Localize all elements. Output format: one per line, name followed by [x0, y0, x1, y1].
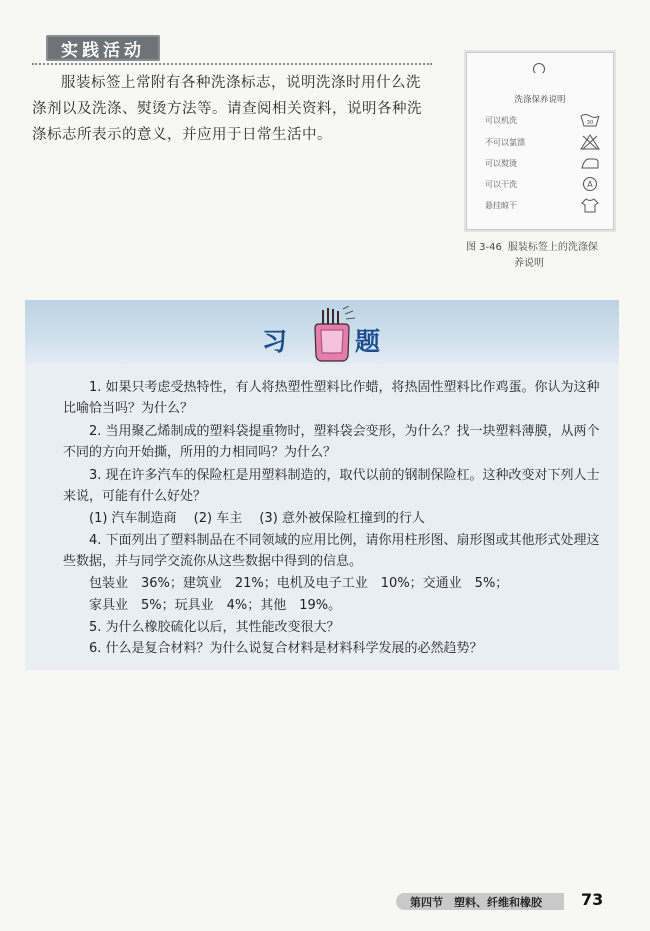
- care-label-title: 洗涤保养说明: [514, 95, 566, 105]
- page-number: 73: [581, 890, 604, 909]
- svg-text:A: A: [587, 180, 593, 189]
- question-2: 2. 当用聚乙烯制成的塑料袋提重物时，塑料袋会变形，为什么？找一块塑料薄膜，从两个不同的方向开始撕，所用的力相同吗？为什么？: [63, 424, 600, 460]
- question-3-options: (1) 汽车制造商 (2) 车主 (3) 意外被保险杠撞到的行人: [89, 511, 425, 526]
- care-row-label: 不可以氯漂: [485, 137, 525, 147]
- exercise-box: [25, 300, 619, 670]
- question-4: 4. 下面列出了塑料制品在不同领域的应用比例，请你用柱形图、扇形图或其他形式处理这些数据，并与同学交流你从这些数据中得到的信息。: [63, 533, 600, 569]
- question-1: 1. 如果只考虑受热特性，有人将热塑性塑料比作蜡，将热固性塑料比作鸡蛋。你认为这种比喻恰当吗？为什么？: [63, 380, 600, 416]
- pen-holder-icon: [305, 306, 359, 364]
- care-label-figure: [466, 52, 614, 230]
- caption-line-1: 服装标签上的洗涤保: [507, 242, 598, 253]
- care-row-iron: [485, 154, 601, 172]
- activity-text: 服装标签上常附有各种洗涤标志，说明洗涤时用什么洗涤剂以及洗涤、熨烫方法等。请查阅相关资料，说明各种洗涤标志所表示的意义，并应用于日常生活中。: [32, 75, 422, 143]
- iron-icon: [579, 155, 601, 171]
- activity-badge: 实践活动: [46, 35, 160, 61]
- question-5: 5. 为什么橡胶硫化以后，其性能改变很大？: [89, 620, 340, 635]
- care-row-label: 可以熨烫: [485, 158, 517, 168]
- care-row-label: 可以干洗: [485, 179, 517, 189]
- footer-section-title: 第四节 塑料、纤维和橡胶: [410, 896, 542, 909]
- question-3: 3. 现在许多汽车的保险杠是用塑料制造的，取代以前的钢制保险杠。这种改变对下列人士来说，可能有什么好处？: [63, 468, 600, 504]
- care-row-no-bleach: [485, 133, 601, 151]
- svg-text:30: 30: [586, 120, 594, 126]
- wash-tub-icon: [579, 112, 601, 128]
- question-4-data-line-1: 包装业 36%；建筑业 21%；电机及电子工业 10%；交通业 5%；: [89, 576, 509, 591]
- question-6: 6. 什么是复合材料？为什么说复合材料是材料科学发展的必然趋势？: [89, 641, 483, 656]
- question-4-data-line-2: 家具业 5%；玩具业 4%；其他 19%。: [89, 598, 342, 613]
- care-row-machine-wash: [485, 111, 601, 129]
- caption-number: 图 3-46: [466, 242, 502, 253]
- care-row-dry-clean: [485, 175, 601, 193]
- exercise-title-left: 习: [262, 327, 288, 356]
- figure-caption: [466, 240, 626, 272]
- hang-dry-icon: [579, 197, 601, 213]
- tag-hole-icon: [533, 63, 545, 75]
- no-bleach-icon: [579, 134, 601, 150]
- care-row-label: 可以机洗: [485, 115, 517, 125]
- exercise-title-right: 题: [355, 327, 381, 356]
- care-row-label: 悬挂晾干: [485, 200, 517, 210]
- caption-line-2: 养说明: [514, 258, 544, 269]
- dry-clean-icon: [579, 176, 601, 192]
- dotted-divider: [32, 63, 432, 65]
- care-row-hang-dry: [485, 196, 601, 214]
